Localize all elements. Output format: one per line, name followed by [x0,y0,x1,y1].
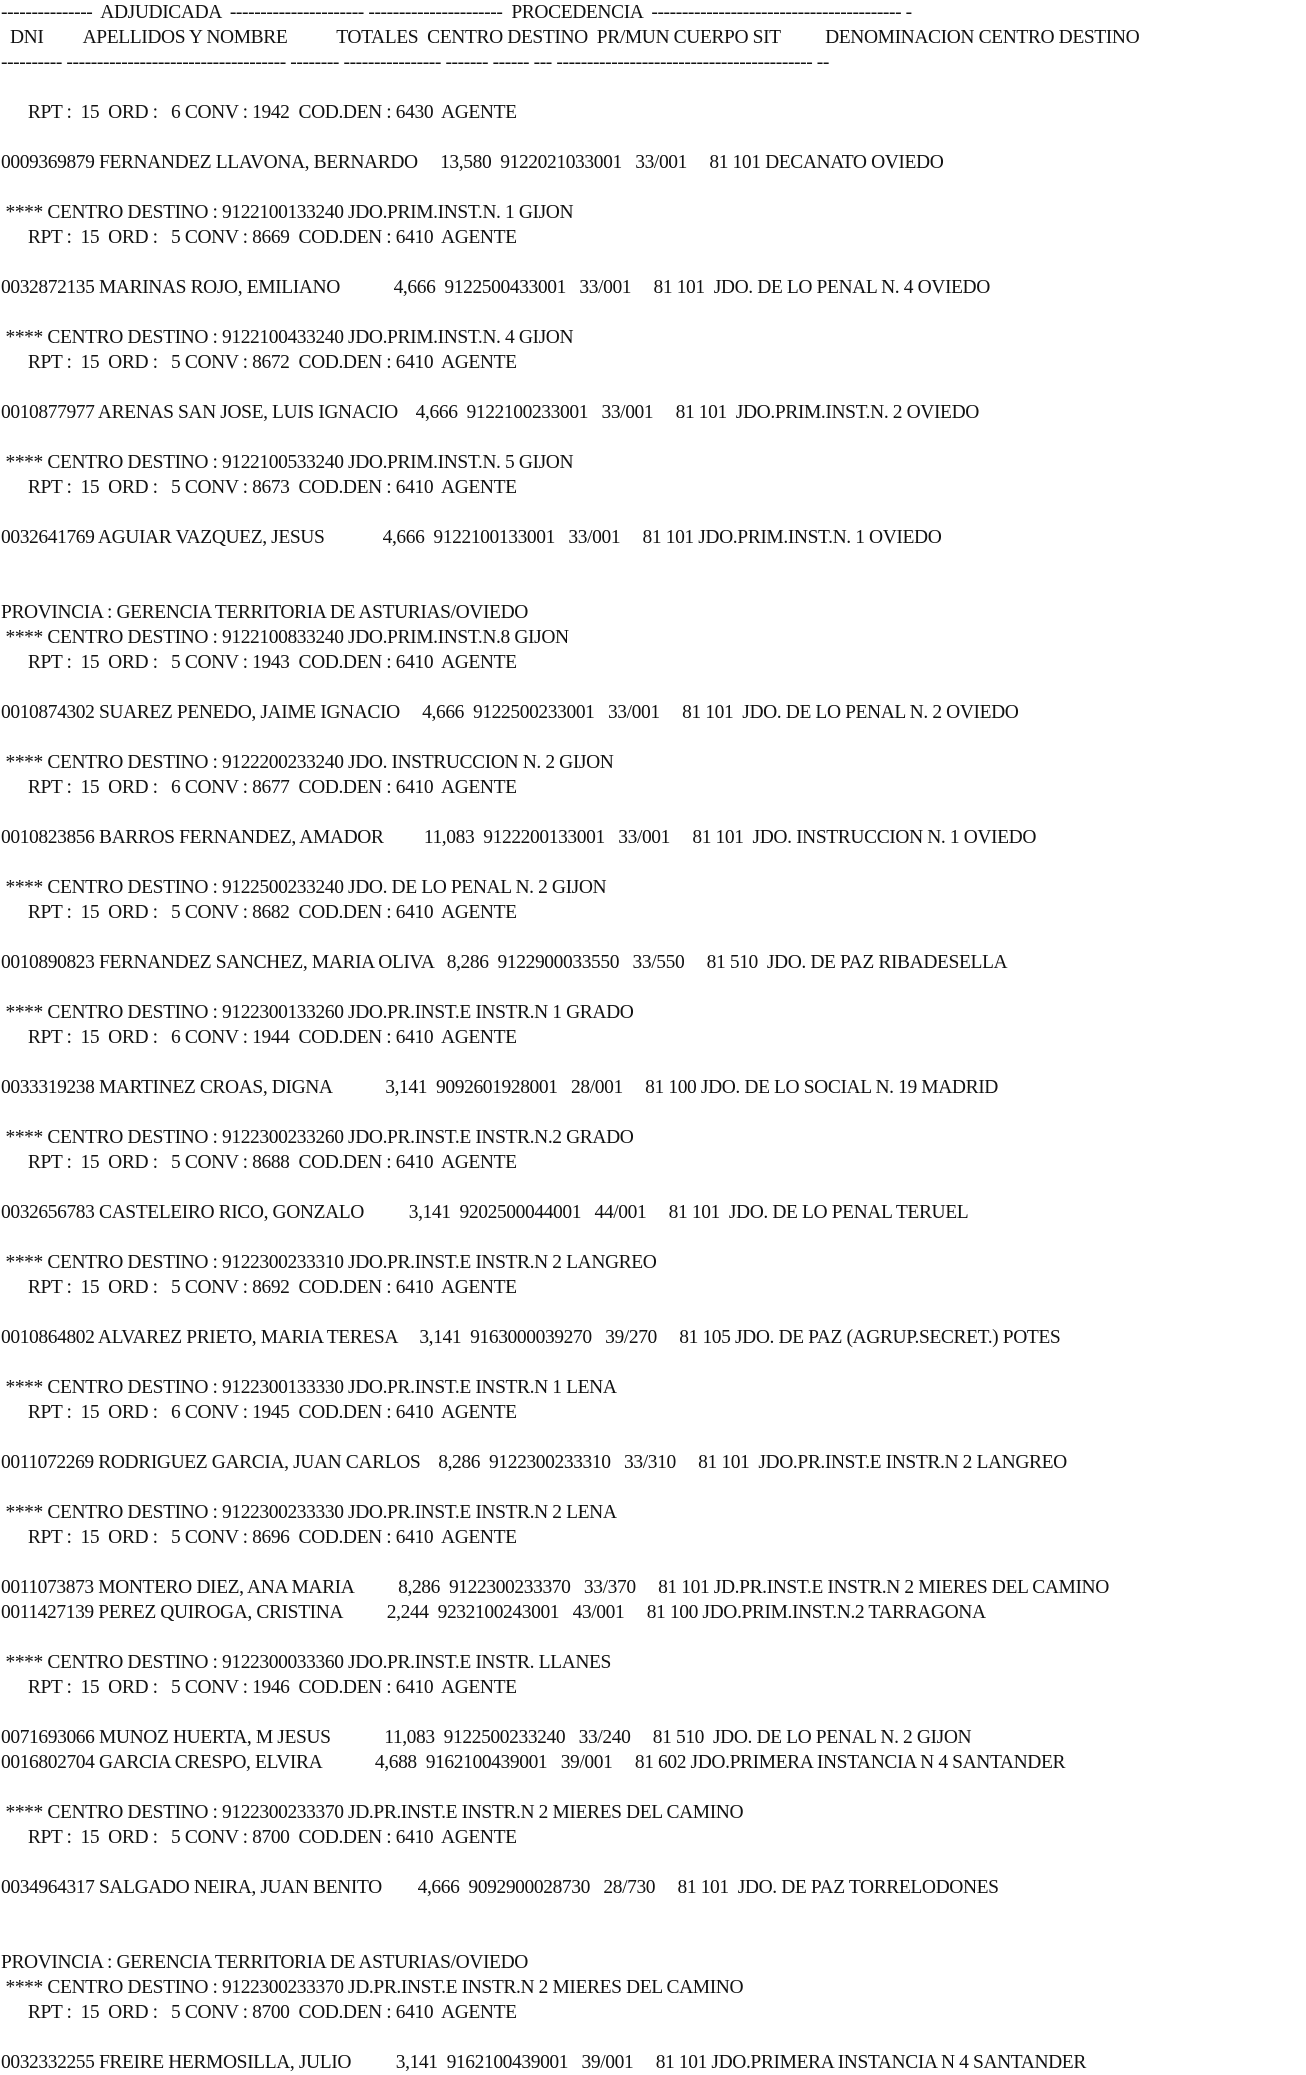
employee-record-line: 0011427139 PEREZ QUIROGA, CRISTINA 2,244 9232100243001 43/001 81 100 JDO.PRIM.INST.N.2 TARRAGONA [1,1602,986,1623]
blank-line [1,1300,1306,1325]
centro-destino-line: **** CENTRO DESTINO : 9122100133240 JDO.PRIM.INST.N. 1 GIJON [1,202,574,223]
employee-record-line: 0011073873 MONTERO DIEZ, ANA MARIA 8,286 9122300233370 33/370 81 101 JD.PR.INST.E INSTR.N 2 MIERES DEL CAMINO [1,1577,1109,1598]
rpt-line: RPT : 15 ORD : 5 CONV : 8696 COD.DEN : 6410 AGENTE [1,1527,517,1548]
centro-destino-line: **** CENTRO DESTINO : 9122100533240 JDO.PRIM.INST.N. 5 GIJON [1,452,574,473]
rpt-line: RPT : 15 ORD : 5 CONV : 8682 COD.DEN : 6410 AGENTE [1,902,517,923]
blank-line [1,1850,1306,1875]
centro-destino-line: **** CENTRO DESTINO : 9122300233370 JD.PR.INST.E INSTR.N 2 MIERES DEL CAMINO [1,1977,744,1998]
header-rule-top: --------------- ADJUDICADA ---------------------- ---------------------- PROCEDENCIA ----------------------------------------- - [1,2,912,23]
rpt-line: RPT : 15 ORD : 5 CONV : 1946 COD.DEN : 6410 AGENTE [1,1677,517,1698]
blank-line [1,1050,1306,1075]
blank-line [1,425,1306,450]
rpt-line: RPT : 15 ORD : 5 CONV : 8688 COD.DEN : 6410 AGENTE [1,1152,517,1173]
employee-record-line: 0016802704 GARCIA CRESPO, ELVIRA 4,688 9162100439001 39/001 81 602 JDO.PRIMERA INSTANCIA N 4 SANTANDER [1,1752,1066,1773]
blank-line [1,300,1306,325]
blank-line [1,550,1306,575]
blank-line [1,925,1306,950]
rpt-line: RPT : 15 ORD : 5 CONV : 8669 COD.DEN : 6410 AGENTE [1,227,517,248]
centro-destino-line: **** CENTRO DESTINO : 9122100433240 JDO.PRIM.INST.N. 4 GIJON [1,327,574,348]
employee-record-line: 0032332255 FREIRE HERMOSILLA, JULIO 3,141 9162100439001 39/001 81 101 JDO.PRIMERA INSTANCIA N 4 SANTANDER [1,2052,1086,2073]
rpt-line: RPT : 15 ORD : 5 CONV : 8692 COD.DEN : 6410 AGENTE [1,1277,517,1298]
rpt-line: RPT : 15 ORD : 6 CONV : 1945 COD.DEN : 6410 AGENTE [1,1402,517,1423]
header-rule-bottom: ---------- ------------------------------------ -------- ---------------- ------- ------ --- ------------------------------------------ -- [1,52,829,73]
blank-line [1,675,1306,700]
rpt-line: RPT : 15 ORD : 5 CONV : 1943 COD.DEN : 6410 AGENTE [1,652,517,673]
blank-line [1,975,1306,1000]
blank-line [1,1175,1306,1200]
blank-line [1,175,1306,200]
rpt-line: RPT : 15 ORD : 5 CONV : 8672 COD.DEN : 6410 AGENTE [1,352,517,373]
employee-record-line: 0033319238 MARTINEZ CROAS, DIGNA 3,141 9092601928001 28/001 81 100 JDO. DE LO SOCIAL N. 19 MADRID [1,1077,998,1098]
blank-line [1,1100,1306,1125]
employee-record-line: 0032872135 MARINAS ROJO, EMILIANO 4,666 9122500433001 33/001 81 101 JDO. DE LO PENAL N. 4 OVIEDO [1,277,990,298]
employee-record-line: 0032656783 CASTELEIRO RICO, GONZALO 3,141 9202500044001 44/001 81 101 JDO. DE LO PENAL TERUEL [1,1202,969,1223]
blank-line [1,725,1306,750]
rpt-line: RPT : 15 ORD : 5 CONV : 8700 COD.DEN : 6410 AGENTE [1,2002,517,2023]
rpt-line: RPT : 15 ORD : 6 CONV : 1942 COD.DEN : 6430 AGENTE [1,102,517,123]
blank-line [1,2025,1306,2050]
blank-line [1,1775,1306,1800]
blank-line [1,1925,1306,1950]
centro-destino-line: **** CENTRO DESTINO : 9122300233330 JDO.PR.INST.E INSTR.N 2 LENA [1,1502,617,1523]
provincia-line: PROVINCIA : GERENCIA TERRITORIA DE ASTURIAS/OVIEDO [1,1952,528,1973]
blank-line [1,500,1306,525]
centro-destino-line: **** CENTRO DESTINO : 9122300133330 JDO.PR.INST.E INSTR.N 1 LENA [1,1377,617,1398]
blank-line [1,575,1306,600]
blank-line [1,1550,1306,1575]
centro-destino-line: **** CENTRO DESTINO : 9122500233240 JDO. DE LO PENAL N. 2 GIJON [1,877,607,898]
blank-line [1,1350,1306,1375]
employee-record-line: 0071693066 MUNOZ HUERTA, M JESUS 11,083 9122500233240 33/240 81 510 JDO. DE LO PENAL N. 2 GIJON [1,1727,972,1748]
blank-line [1,1625,1306,1650]
employee-record-line: 0034964317 SALGADO NEIRA, JUAN BENITO 4,666 9092900028730 28/730 81 101 JDO. DE PAZ TORRELODONES [1,1877,999,1898]
rpt-line: RPT : 15 ORD : 6 CONV : 1944 COD.DEN : 6410 AGENTE [1,1027,517,1048]
blank-line [1,375,1306,400]
employee-record-line: 0010874302 SUAREZ PENEDO, JAIME IGNACIO 4,666 9122500233001 33/001 81 101 JDO. DE LO PENAL N. 2 OVIEDO [1,702,1019,723]
centro-destino-line: **** CENTRO DESTINO : 9122300233260 JDO.PR.INST.E INSTR.N.2 GRADO [1,1127,634,1148]
blank-line [1,850,1306,875]
rpt-line: RPT : 15 ORD : 5 CONV : 8700 COD.DEN : 6410 AGENTE [1,1827,517,1848]
report-body [1,75,1306,2075]
blank-line [1,1225,1306,1250]
centro-destino-line: **** CENTRO DESTINO : 9122300233370 JD.PR.INST.E INSTR.N 2 MIERES DEL CAMINO [1,1802,744,1823]
rpt-line: RPT : 15 ORD : 5 CONV : 8673 COD.DEN : 6410 AGENTE [1,477,517,498]
employee-record-line: 0010823856 BARROS FERNANDEZ, AMADOR 11,083 9122200133001 33/001 81 101 JDO. INSTRUCCION N. 1 OVIEDO [1,827,1037,848]
employee-record-line: 0032641769 AGUIAR VAZQUEZ, JESUS 4,666 9122100133001 33/001 81 101 JDO.PRIM.INST.N. 1 OVIEDO [1,527,942,548]
employee-record-line: 0010877977 ARENAS SAN JOSE, LUIS IGNACIO 4,666 9122100233001 33/001 81 101 JDO.PRIM.INST.N. 2 OVIEDO [1,402,979,423]
centro-destino-line: **** CENTRO DESTINO : 9122300033360 JDO.PR.INST.E INSTR. LLANES [1,1652,611,1673]
employee-record-line: 0011072269 RODRIGUEZ GARCIA, JUAN CARLOS 8,286 9122300233310 33/310 81 101 JDO.PR.INST.E INSTR.N 2 LANGREO [1,1452,1067,1473]
rpt-line: RPT : 15 ORD : 6 CONV : 8677 COD.DEN : 6410 AGENTE [1,777,517,798]
provincia-line: PROVINCIA : GERENCIA TERRITORIA DE ASTURIAS/OVIEDO [1,602,528,623]
centro-destino-line: **** CENTRO DESTINO : 9122300133260 JDO.PR.INST.E INSTR.N 1 GRADO [1,1002,634,1023]
employee-record-line: 0010890823 FERNANDEZ SANCHEZ, MARIA OLIVA 8,286 9122900033550 33/550 81 510 JDO. DE PAZ RIBADESELLA [1,952,1008,973]
centro-destino-line: **** CENTRO DESTINO : 9122200233240 JDO. INSTRUCCION N. 2 GIJON [1,752,614,773]
blank-line [1,800,1306,825]
blank-line [1,125,1306,150]
blank-line [1,1425,1306,1450]
blank-line [1,1475,1306,1500]
employee-record-line: 0009369879 FERNANDEZ LLAVONA, BERNARDO 13,580 9122021033001 33/001 81 101 DECANATO OVIEDO [1,152,944,173]
employee-record-line: 0010864802 ALVAREZ PRIETO, MARIA TERESA 3,141 9163000039270 39/270 81 105 JDO. DE PAZ (AGRUP.SECRET.) POTES [1,1327,1061,1348]
centro-destino-line: **** CENTRO DESTINO : 9122300233310 JDO.PR.INST.E INSTR.N 2 LANGREO [1,1252,657,1273]
centro-destino-line: **** CENTRO DESTINO : 9122100833240 JDO.PRIM.INST.N.8 GIJON [1,627,569,648]
blank-line [1,1900,1306,1925]
blank-line [1,1700,1306,1725]
blank-line [1,75,1306,100]
blank-line [1,250,1306,275]
column-headers: DNI APELLIDOS Y NOMBRE TOTALES CENTRO DESTINO PR/MUN CUERPO SIT DENOMINACION CENTRO DESTINO [1,27,1140,48]
